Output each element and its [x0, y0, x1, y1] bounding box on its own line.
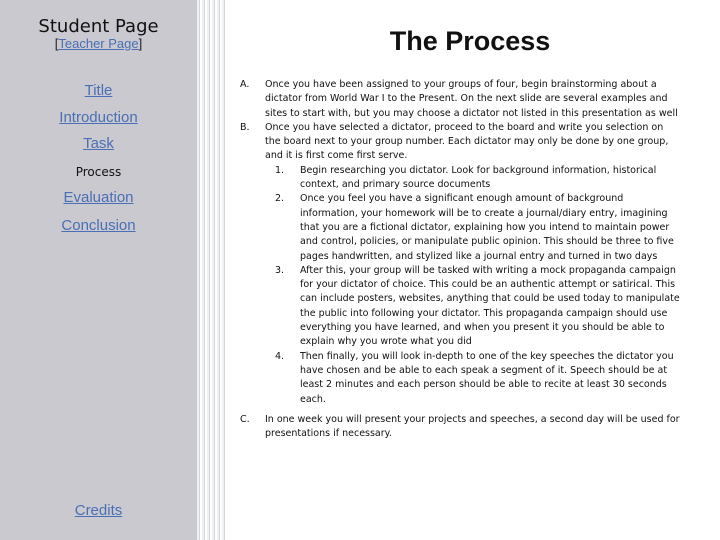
step-b	[240, 121, 680, 164]
substep-text: Begin researching you dictator. Look for background information, historical context, and primary source documents	[300, 164, 657, 191]
substep-marker: 4.	[275, 350, 285, 362]
substep-text: After this, your group will be tasked with writing a mock propaganda campaign for your dictator of choice. This could be an authentic attempt or satirical. This can include posters, websites, anything that could be used today to manipulate the public into following your dictator. This propaganda campaign should use everything you have learned, and when you present it you should be able to explain why you wrote what you did	[300, 264, 680, 348]
page-title: The Process	[389, 26, 551, 56]
step-marker: A.	[240, 79, 250, 90]
nav-link-task[interactable]: Task	[83, 135, 114, 152]
nav-link-introduction[interactable]: Introduction	[59, 109, 138, 126]
nav-link-credits[interactable]: Credits	[74, 502, 123, 519]
bracket-close: ]	[138, 36, 143, 51]
sidebar-subtitle	[0, 36, 197, 51]
process-steps	[240, 78, 680, 441]
substep-marker: 1.	[275, 164, 285, 176]
step-text: Once you have selected a dictator, proceed to the board and write you selection on the board next to your group number. Each dictator may only be done by one group, and it is first come first serve.	[265, 121, 669, 162]
step-c	[240, 413, 680, 442]
substep-3	[240, 264, 680, 350]
nav-current-process: Process	[75, 165, 122, 179]
nav-link-conclusion[interactable]: Conclusion	[61, 217, 136, 234]
step-a	[240, 78, 680, 121]
step-text: In one week you will present your projects and speeches, a second day will be used for presentations if necessary.	[265, 413, 680, 440]
nav-link-title[interactable]: Title	[84, 82, 113, 99]
step-text: Once you have been assigned to your groups of four, begin brainstorming about a dictator from World War I to the Present. On the next slide are several examples and sites to start with, but you may choose a dictator not listed in this presentation as well	[265, 79, 678, 119]
substep-4	[240, 350, 680, 407]
substep-1	[240, 164, 680, 193]
substep-marker: 2.	[275, 193, 285, 205]
sidebar-title: Student Page	[38, 16, 159, 37]
sidebar	[0, 0, 197, 540]
substep-text: Once you feel you have a significant enough amount of background information, your homework will be to create a journal/diary entry, imagining that you are a fictional dictator, explaining how you intend to maintain power and control, policies, or manipulate public opinion. This should be three to five pages handwritten, and stylized like a journal entry and turned in two days	[300, 193, 674, 262]
decorative-stripes	[197, 0, 225, 540]
nav-link-evaluation[interactable]: Evaluation	[63, 189, 134, 206]
bracket-open: [	[54, 36, 59, 51]
substep-marker: 3.	[275, 264, 285, 276]
step-marker: B.	[240, 121, 250, 133]
substep-text: Then finally, you will look in-depth to one of the key speeches the dictator you have chosen and be able to each speak a segment of it. Speech should be at least 2 minutes and each person should be able to recite at least 30 seconds each.	[300, 350, 674, 405]
teacher-page-link[interactable]: Teacher Page	[58, 36, 139, 51]
step-marker: C.	[240, 413, 250, 425]
substep-2	[240, 192, 680, 263]
